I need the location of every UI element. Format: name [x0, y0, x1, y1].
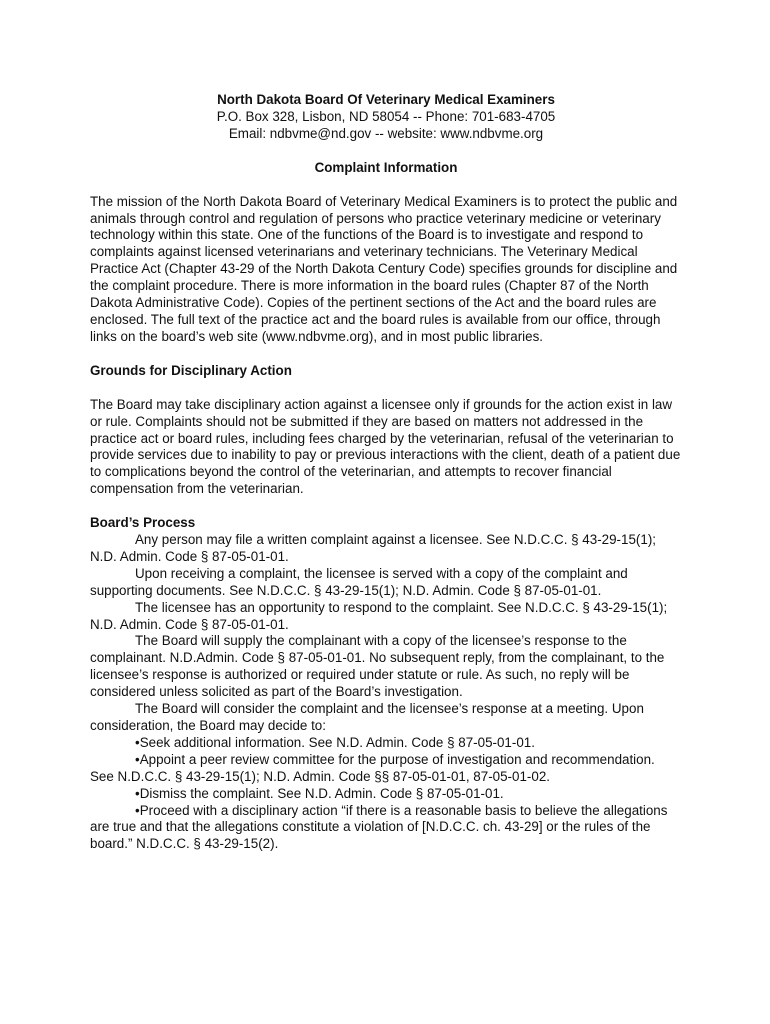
- org-contact: Email: ndbvme@nd.gov -- website: www.ndbvme.org: [228, 125, 544, 141]
- org-name: North Dakota Board Of Veterinary Medical Examiners: [217, 92, 555, 107]
- process-step: Upon receiving a complaint, the licensee is served with a copy of the complaint and supporting documents. See N.D.C.C. § 43-29-15(1); N.D. Admin. Code § 87-05-01-01.: [90, 565, 628, 598]
- process-step: The Board will consider the complaint and the licensee’s response at a meeting. Upon consideration, the Board may decide to:: [90, 701, 644, 733]
- process-heading: Board’s Process: [90, 515, 196, 531]
- board-option: •Proceed with a disciplinary action “if there is a reasonable basis to believe the allegations are true and that the allegations constitute a violation of [N.D.C.C. ch. 43-29] or the rules of the board.” N.D.C.C. § 43-29-15(2).: [90, 802, 668, 852]
- document-page: [90, 92, 682, 853]
- board-option: •Seek additional information. See N.D. Admin. Code § 87-05-01-01.: [135, 734, 535, 750]
- document-title: Complaint Information: [314, 159, 458, 175]
- process-step: The licensee has an opportunity to respond to the complaint. See N.D.C.C. § 43-29-15(1); N.D. Admin. Code § 87-05-01-01.: [90, 599, 668, 632]
- board-option: •Appoint a peer review committee for the purpose of investigation and recommendation. See N.D.C.C. § 43-29-15(1); N.D. Admin. Code §§ 87-05-01-01, 87-05-01-02.: [90, 751, 655, 784]
- grounds-heading: Grounds for Disciplinary Action: [90, 362, 292, 378]
- mission-paragraph: The mission of the North Dakota Board of Veterinary Medical Examiners is to protect the public and animals through control and regulation of persons who practice veterinary medicine or veterinary technology within this state. One of the functions of the Board is to investigate and respond to complaints against licensed veterinarians and veterinary technicians. The Veterinary Medical Practice Act (Chapter 43-29 of the North Dakota Century Code) specifies grounds for discipline and the complaint procedure. There is more information in the board rules (Chapter 87 of the North Dakota Administrative Code). Copies of the pertinent sections of the Act and the board rules are enclosed. The full text of the practice act and the board rules is available from our office, through links on the board’s web site (www.ndbvme.org), and in most public libraries.: [90, 193, 678, 344]
- board-option: •Dismiss the complaint. See N.D. Admin. Code § 87-05-01-01.: [135, 785, 504, 801]
- org-address: P.O. Box 328, Lisbon, ND 58054 -- Phone: 701-683-4705: [216, 108, 556, 124]
- process-step: Any person may file a written complaint against a licensee. See N.D.C.C. § 43-29-15(1); N.D. Admin. Code § 87-05-01-01.: [90, 532, 656, 564]
- letterhead: [90, 92, 682, 143]
- grounds-paragraph: The Board may take disciplinary action against a licensee only if grounds for the action exist in law or rule. Complaints should not be submitted if they are based on matters not addressed in the practice act or board rules, including fees charged by the veterinarian, refusal of the veterinarian to provide services due to inability to pay or previous interactions with the client, death of a patient due to complications beyond the control of the veterinarian, and attempts to recover financial compensation from the veterinarian.: [90, 396, 681, 497]
- process-step: The Board will supply the complainant with a copy of the licensee’s response to the complainant. N.D.Admin. Code § 87-05-01-01. No subsequent reply, from the complainant, to the licensee’s response is authorized or required under statute or rule. As such, no reply will be considered unless solicited as part of the Board’s investigation.: [90, 633, 665, 700]
